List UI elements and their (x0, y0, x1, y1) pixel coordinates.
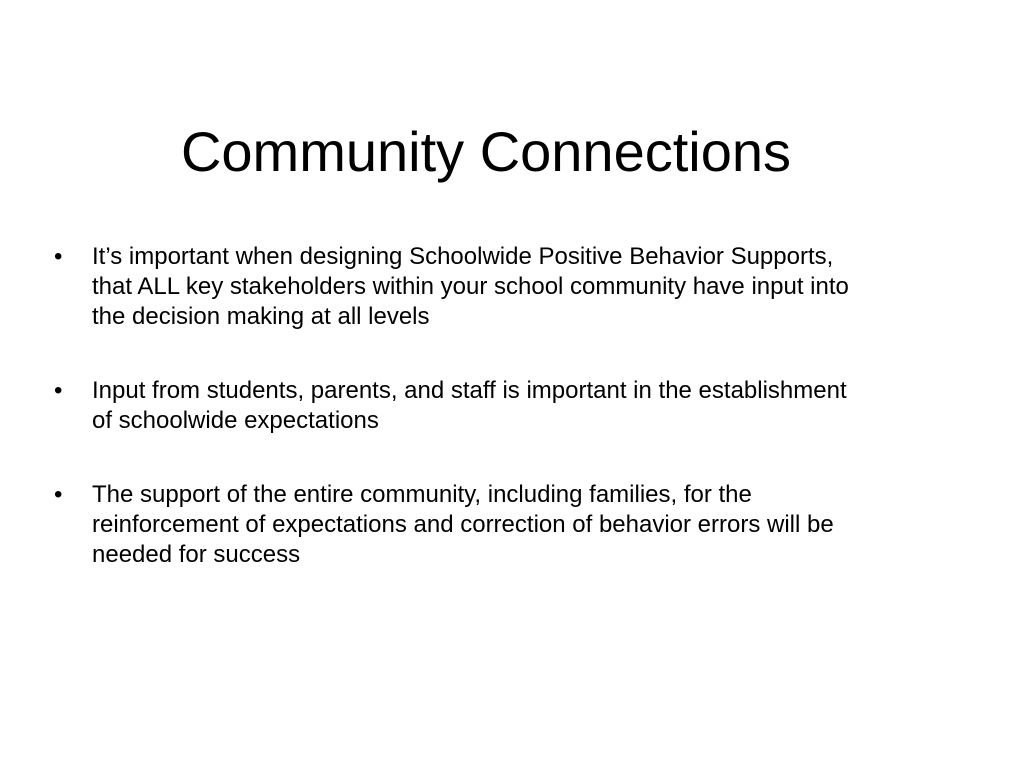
slide-title: Community Connections (180, 120, 792, 183)
bullet-dot-icon: • (54, 481, 63, 508)
bullet-text: The support of the entire community, including families, for the reinforcement of expectations and correction of behavior errors will be needed for success (92, 481, 834, 568)
bullet-text: It’s important when designing Schoolwide Positive Behavior Supports, that ALL key stakeholders within your school community have input into the decision making at all levels (92, 243, 849, 330)
bullet-list (54, 242, 864, 614)
bullet-item (54, 376, 864, 436)
bullet-dot-icon: • (54, 377, 63, 404)
bullet-item (54, 242, 864, 332)
bullet-text: Input from students, parents, and staff is important in the establishment of schoolwide expectations (92, 377, 847, 434)
bullet-dot-icon: • (54, 243, 63, 270)
bullet-item (54, 480, 864, 570)
